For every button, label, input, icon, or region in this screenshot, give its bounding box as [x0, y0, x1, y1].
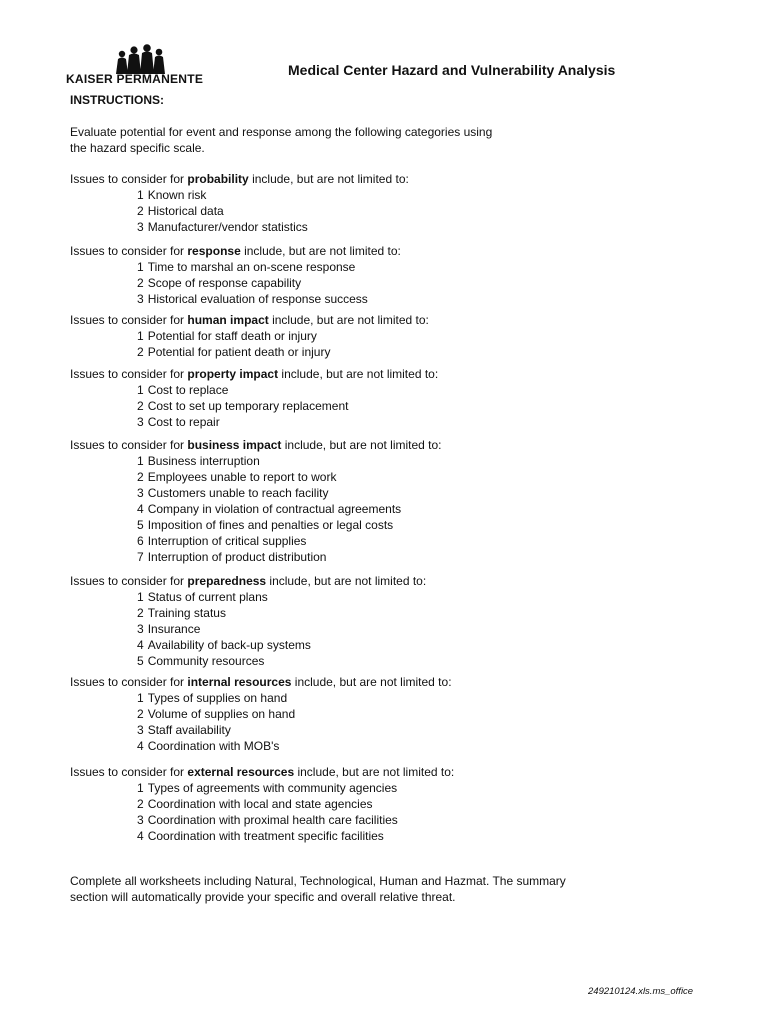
item-number: 2 — [137, 470, 144, 484]
list-item — [137, 414, 438, 430]
section-lead — [70, 437, 442, 453]
section-item-list — [70, 453, 442, 565]
section-lead — [70, 573, 426, 589]
list-item — [137, 398, 438, 414]
logo-figures-icon — [112, 44, 172, 74]
item-text: Historical evaluation of response success — [147, 292, 368, 306]
list-item — [137, 382, 438, 398]
section-item-list — [70, 382, 438, 430]
item-text: Interruption of product distribution — [147, 550, 327, 564]
list-item — [137, 589, 426, 605]
lead-prefix: Issues to consider for — [70, 438, 188, 452]
item-number: 4 — [137, 829, 144, 843]
lead-keyword: property impact — [187, 367, 279, 381]
item-number: 3 — [137, 486, 144, 500]
item-number: 3 — [137, 723, 144, 737]
list-item — [137, 328, 429, 344]
list-item — [137, 275, 401, 291]
lead-suffix: include, but are not limited to: — [291, 675, 452, 689]
list-item — [137, 690, 452, 706]
item-number: 1 — [137, 329, 144, 343]
item-number: 4 — [137, 739, 144, 753]
list-item — [137, 533, 442, 549]
section-lead — [70, 171, 409, 187]
lead-prefix: Issues to consider for — [70, 367, 188, 381]
section-lead — [70, 674, 452, 690]
list-item — [137, 605, 426, 621]
item-number: 2 — [137, 606, 144, 620]
item-number: 1 — [137, 781, 144, 795]
considerations-section — [70, 171, 409, 235]
considerations-section — [70, 312, 429, 360]
list-item — [137, 706, 452, 722]
lead-suffix: include, but are not limited to: — [268, 313, 429, 327]
list-item — [137, 828, 454, 844]
list-item — [137, 780, 454, 796]
item-text: Company in violation of contractual agreements — [147, 502, 402, 516]
item-number: 6 — [137, 534, 144, 548]
item-text: Types of supplies on hand — [147, 691, 288, 705]
lead-keyword: human impact — [187, 313, 269, 327]
closing-line: section will automatically provide your specific and overall relative threat. — [70, 890, 456, 904]
list-item — [137, 796, 454, 812]
section-lead — [70, 312, 429, 328]
item-number: 3 — [137, 292, 144, 306]
list-item — [137, 219, 409, 235]
intro-line: Evaluate potential for event and response among the following categories using — [70, 125, 493, 139]
item-number: 7 — [137, 550, 144, 564]
item-text: Imposition of fines and penalties or legal costs — [147, 518, 394, 532]
item-text: Time to marshal an on-scene response — [147, 260, 356, 274]
item-number: 2 — [137, 276, 144, 290]
section-lead — [70, 243, 401, 259]
list-item — [137, 344, 429, 360]
list-item — [137, 549, 442, 565]
item-number: 1 — [137, 383, 144, 397]
section-item-list — [70, 589, 426, 669]
list-item — [137, 469, 442, 485]
section-item-list — [70, 780, 454, 844]
item-text: Coordination with MOB's — [147, 739, 280, 753]
considerations-section — [70, 764, 454, 844]
item-number: 2 — [137, 797, 144, 811]
lead-suffix: include, but are not limited to: — [278, 367, 439, 381]
kaiser-permanente-logo — [66, 44, 214, 88]
item-number: 1 — [137, 691, 144, 705]
item-number: 1 — [137, 454, 144, 468]
item-text: Coordination with proximal health care facilities — [147, 813, 398, 827]
considerations-section — [70, 366, 438, 430]
section-lead — [70, 366, 438, 382]
item-text: Types of agreements with community agencies — [147, 781, 398, 795]
item-text: Scope of response capability — [147, 276, 302, 290]
closing-paragraph — [70, 873, 566, 905]
section-item-list — [70, 690, 452, 754]
item-text: Cost to repair — [147, 415, 220, 429]
lead-suffix: include, but are not limited to: — [240, 244, 401, 258]
list-item — [137, 187, 409, 203]
item-text: Community resources — [147, 654, 265, 668]
item-text: Coordination with treatment specific facilities — [147, 829, 384, 843]
item-text: Customers unable to reach facility — [147, 486, 329, 500]
considerations-section — [70, 573, 426, 669]
lead-suffix: include, but are not limited to: — [281, 438, 442, 452]
lead-keyword: internal resources — [187, 675, 292, 689]
lead-prefix: Issues to consider for — [70, 313, 188, 327]
section-lead — [70, 764, 454, 780]
item-text: Historical data — [147, 204, 224, 218]
item-text: Training status — [147, 606, 226, 620]
section-item-list — [70, 328, 429, 360]
item-number: 1 — [137, 590, 144, 604]
item-number: 2 — [137, 399, 144, 413]
closing-line: Complete all worksheets including Natural, Technological, Human and Hazmat. The summary — [70, 874, 566, 888]
lead-keyword: response — [187, 244, 241, 258]
section-item-list — [70, 187, 409, 235]
list-item — [137, 485, 442, 501]
considerations-section — [70, 437, 442, 565]
item-number: 4 — [137, 638, 144, 652]
footer-filename: 249210124.xls.ms_office — [588, 986, 694, 997]
lead-prefix: Issues to consider for — [70, 574, 188, 588]
item-number: 2 — [137, 707, 144, 721]
item-text: Employees unable to report to work — [147, 470, 337, 484]
instructions-heading: INSTRUCTIONS: — [70, 93, 164, 107]
item-number: 4 — [137, 502, 144, 516]
lead-prefix: Issues to consider for — [70, 675, 188, 689]
lead-keyword: business impact — [187, 438, 282, 452]
list-item — [137, 812, 454, 828]
item-text: Status of current plans — [147, 590, 268, 604]
item-number: 5 — [137, 654, 144, 668]
item-number: 3 — [137, 415, 144, 429]
item-text: Availability of back-up systems — [147, 638, 311, 652]
considerations-section — [70, 674, 452, 754]
list-item — [137, 291, 401, 307]
item-text: Volume of supplies on hand — [147, 707, 296, 721]
list-item — [137, 517, 442, 533]
lead-suffix: include, but are not limited to: — [294, 765, 455, 779]
list-item — [137, 722, 452, 738]
list-item — [137, 453, 442, 469]
lead-suffix: include, but are not limited to: — [266, 574, 427, 588]
list-item — [137, 738, 452, 754]
item-text: Known risk — [147, 188, 207, 202]
item-text: Potential for patient death or injury — [147, 345, 331, 359]
item-text: Coordination with local and state agencies — [147, 797, 373, 811]
list-item — [137, 203, 409, 219]
item-text: Business interruption — [147, 454, 260, 468]
lead-prefix: Issues to consider for — [70, 765, 188, 779]
intro-line: the hazard specific scale. — [70, 141, 205, 155]
item-text: Potential for staff death or injury — [147, 329, 317, 343]
item-text: Cost to set up temporary replacement — [147, 399, 349, 413]
lead-prefix: Issues to consider for — [70, 172, 188, 186]
item-text: Staff availability — [147, 723, 231, 737]
lead-keyword: preparedness — [187, 574, 267, 588]
item-number: 2 — [137, 345, 144, 359]
lead-keyword: external resources — [187, 765, 295, 779]
lead-suffix: include, but are not limited to: — [248, 172, 409, 186]
item-number: 1 — [137, 188, 144, 202]
logo-wordmark: KAISER PERMANENTE — [66, 74, 204, 86]
lead-keyword: probability — [187, 172, 249, 186]
item-number: 1 — [137, 260, 144, 274]
list-item — [137, 259, 401, 275]
lead-prefix: Issues to consider for — [70, 244, 188, 258]
list-item — [137, 621, 426, 637]
considerations-section — [70, 243, 401, 307]
item-text: Interruption of critical supplies — [147, 534, 307, 548]
item-number: 3 — [137, 220, 144, 234]
section-item-list — [70, 259, 401, 307]
item-text: Manufacturer/vendor statistics — [147, 220, 308, 234]
item-number: 3 — [137, 622, 144, 636]
list-item — [137, 637, 426, 653]
list-item — [137, 501, 442, 517]
item-text: Insurance — [147, 622, 201, 636]
list-item — [137, 653, 426, 669]
item-text: Cost to replace — [147, 383, 229, 397]
page-title: Medical Center Hazard and Vulnerability Analysis — [288, 62, 616, 78]
intro-paragraph — [70, 124, 492, 156]
item-number: 3 — [137, 813, 144, 827]
item-number: 5 — [137, 518, 144, 532]
item-number: 2 — [137, 204, 144, 218]
